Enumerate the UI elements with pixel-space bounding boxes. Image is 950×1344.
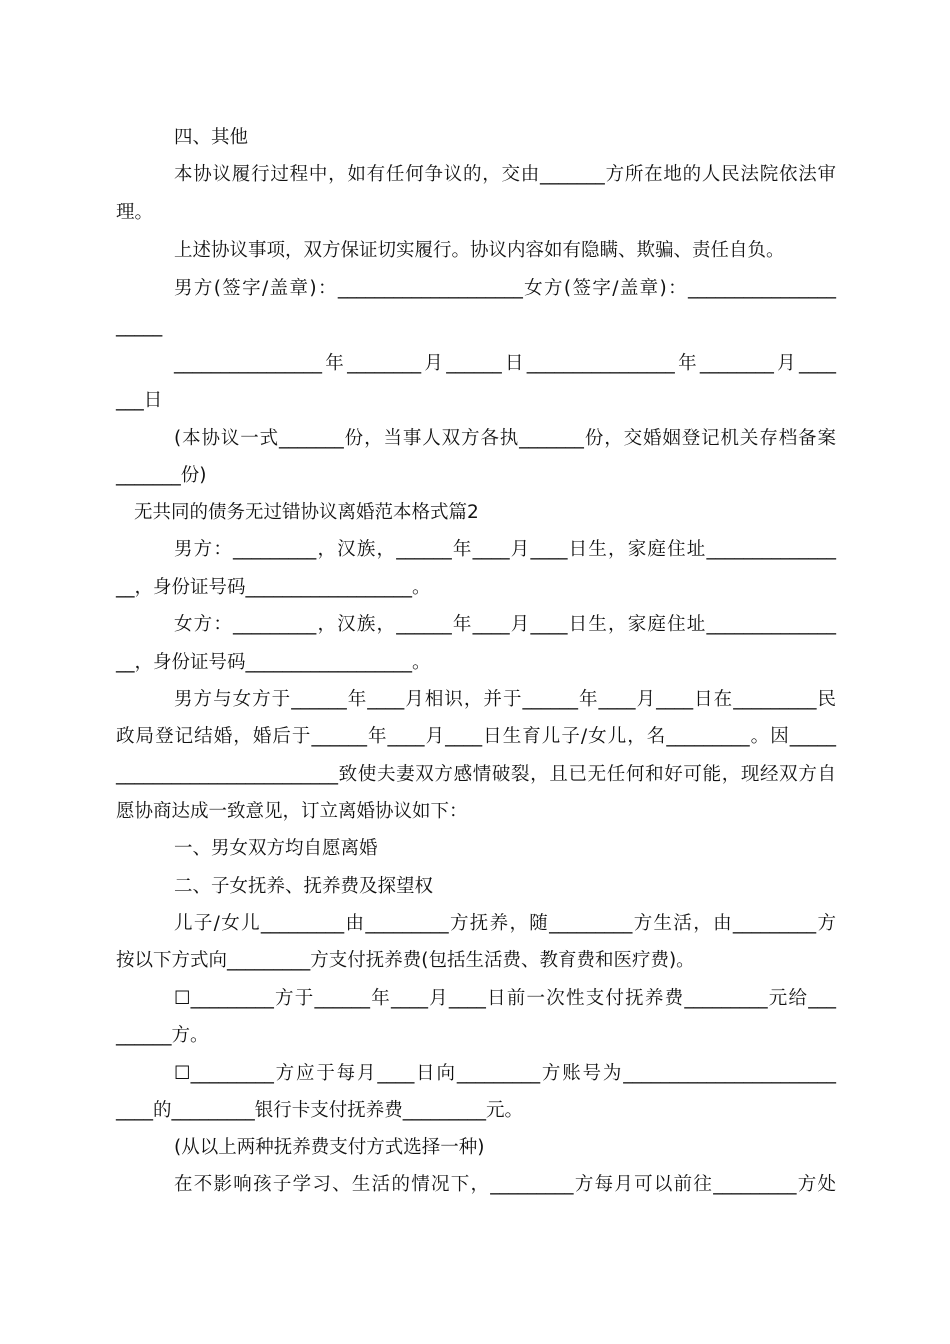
party-male-line: 男方：_________，汉族，______年____月____日生，家庭住址______________ — [174, 539, 836, 560]
paragraph-line: 政局登记结婚，婚后于______年____月____日生育儿子/女儿，名_________。因_____ — [116, 726, 836, 747]
paragraph-line: 上述协议事项，双方保证切实履行。协议内容如有隐瞒、欺骗、责任自负。 — [174, 240, 785, 261]
party-male-id-line: __，身份证号码__________________。 — [116, 577, 431, 598]
section-title: 无共同的债务无过错协议离婚范本格式篇2 — [134, 502, 479, 523]
paragraph-line: 儿子/女儿_________由_________方抚养，随_________方生活，由_________方 — [174, 913, 836, 934]
copies-note-cont: _______份) — [116, 465, 207, 486]
paragraph-line: 在不影响孩子学习、生活的情况下，_________方每月可以前往_________方处 — [174, 1174, 836, 1195]
paragraph-line: 理。 — [116, 202, 154, 223]
paragraph-line: 本协议履行过程中，如有任何争议的，交由_______方所在地的人民法院依法审 — [174, 164, 836, 185]
paragraph-line: (从以上两种抚养费支付方式选择一种) — [174, 1137, 485, 1158]
copies-note: (本协议一式_______份，当事人双方各执_______份，交婚姻登记机关存档备案 — [174, 428, 836, 449]
section-heading-other: 四、其他 — [174, 127, 249, 148]
date-line: ________________年________月______日________________年________月____ — [174, 353, 836, 374]
checkbox-option-line: ☐_________方应于每月____日向_________方账号为_______________________ — [174, 1063, 836, 1084]
paragraph-line: ________________________致使夫妻双方感情破裂，且已无任何和好可能，现经双方自 — [116, 764, 836, 785]
paragraph-line: 男方与女方于______年____月相识，并于______年____月____日在_________民 — [174, 689, 836, 710]
clause-heading: 二、子女抚养、抚养费及探望权 — [174, 876, 434, 897]
checkbox-option-line: ☐_________方于______年____月____日前一次性支付抚养费_________元给___ — [174, 988, 836, 1009]
signature-line: 男方(签字/盖章)：____________________女方(签字/盖章)：________________ — [174, 278, 836, 299]
paragraph-line: 愿协商达成一致意见，订立离婚协议如下： — [116, 801, 468, 822]
clause-heading: 一、男女双方均自愿离婚 — [174, 838, 378, 859]
party-female-line: 女方：_________，汉族，______年____月____日生，家庭住址______________ — [174, 614, 836, 635]
date-line-cont: ___日 — [116, 390, 163, 411]
party-female-id-line: __，身份证号码__________________。 — [116, 652, 431, 673]
checkbox-option-line-cont: ______方。 — [116, 1025, 209, 1046]
checkbox-option-line-cont: ____的_________银行卡支付抚养费_________元。 — [116, 1100, 524, 1121]
paragraph-line: 按以下方式向_________方支付抚养费(包括生活费、教育费和医疗费)。 — [116, 950, 695, 971]
signature-line-cont: _____ — [116, 316, 163, 337]
